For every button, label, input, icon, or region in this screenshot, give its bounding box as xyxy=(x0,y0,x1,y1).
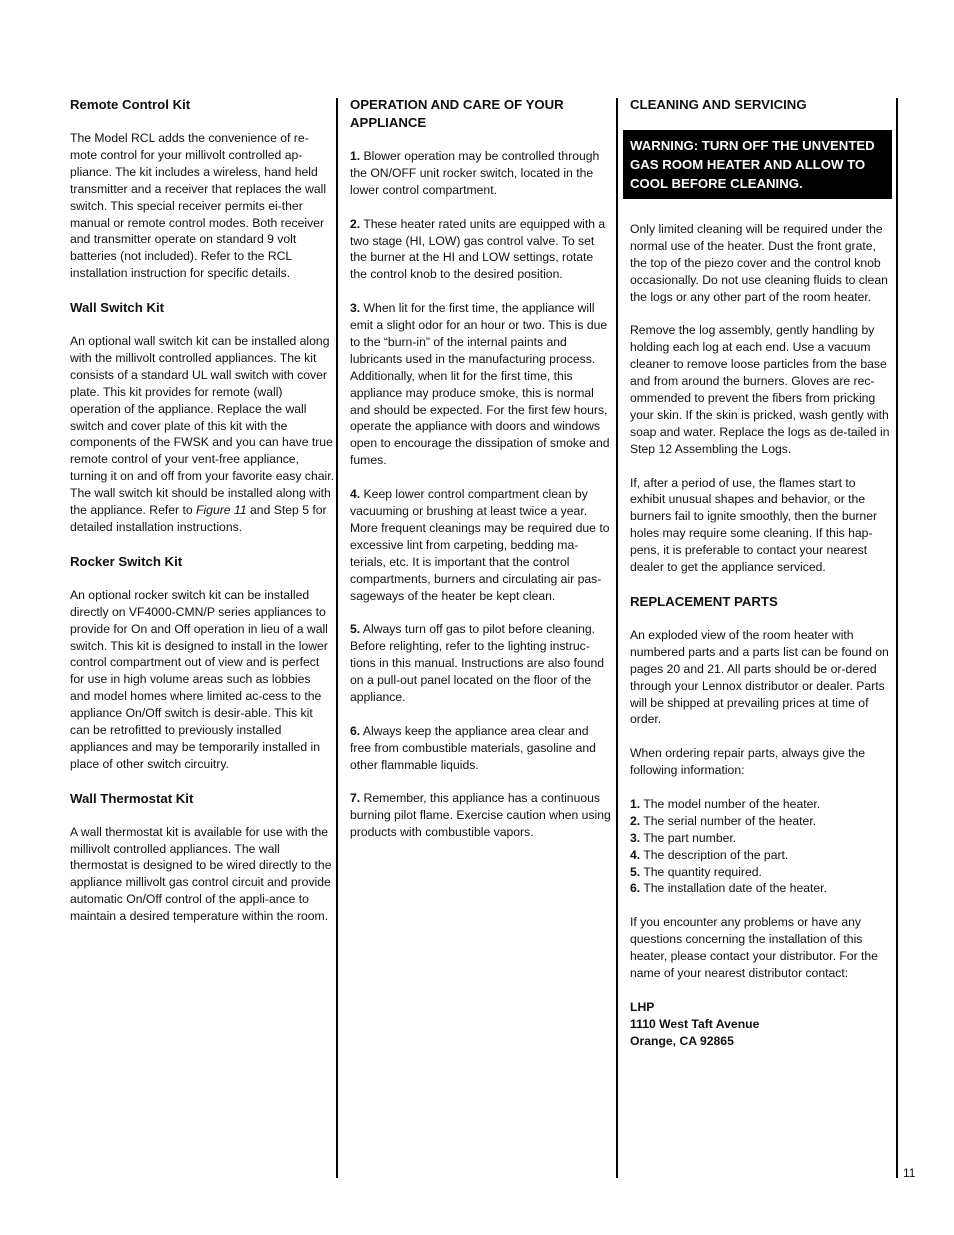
list-item: 6. The installation date of the heater. xyxy=(630,881,827,896)
list-item: 5. The quantity required. xyxy=(630,864,762,879)
figure-reference: Figure 11 xyxy=(196,503,247,518)
parts-paragraph: If you encounter any problems or have any questions concerning the installation of this heater, please contact your distributor. For the name of your nearest distributor contact: xyxy=(630,915,878,980)
remote-control-body: The Model RCL adds the convenience of re-mote control for your millivolt controlled ap-pliance. The kit includes a wireless, hand held transmitter and a receiver that replaces the wall switch. This special receiver permits ei-ther manual or remote control modes. Both receiver and transmitter operate on standard 9 volt batteries (not included). Refer to the RCL installation instruction for specific details. xyxy=(70,131,327,281)
parts-paragraph: When ordering repair parts, always give the following information: xyxy=(630,746,866,778)
list-item: 1. The model number of the heater. xyxy=(630,796,821,811)
distributor-address xyxy=(630,999,892,1050)
operation-care-heading: OPERATION AND CARE OF YOUR APPLIANCE xyxy=(350,97,564,130)
column-left xyxy=(70,96,334,942)
wall-thermostat-body: A wall thermostat kit is available for use with the millivolt controlled appliances. The wall thermostat is designed to be wired directly to the appliance millivolt gas control circuit and provide automatic On/Off control of the appli-ance to maintain a desired temperature within the room. xyxy=(70,824,332,924)
wall-switch-body: An optional wall switch kit can be installed along with the millivolt controlled appliances. The kit consists of a standard UL wall switch with cover plate. This kit provides for remote (wall) operation of the appliance. Replace the wall switch and cover plate of this kit with the components of the FWSK and you can have true remote control of your vent-free appliance, turning it on and off from your favorite easy chair. The wall switch kit should be installed along with the appliance. Refer to Figure 11 and Step 5 for detailed installation instructions. xyxy=(70,334,334,535)
operation-item: 2. These heater rated units are equipped with a two stage (HI, LOW) gas control valve. To set the burner at the HI and LOW settings, rotate the control knob to the desired position. xyxy=(350,216,606,282)
address-city: Orange, CA 92865 xyxy=(630,1033,734,1048)
parts-info-list xyxy=(630,796,892,897)
list-item: 2. The serial number of the heater. xyxy=(630,813,817,828)
list-item: 3. The part number. xyxy=(630,830,737,845)
operation-item: 5. Always turn off gas to pilot before cleaning. Before relighting, refer to the lighting instruc-tions in this manual. Instructions are also found on a pull-out panel located on the floor of the appliance. xyxy=(350,622,605,704)
wall-switch-heading: Wall Switch Kit xyxy=(70,300,165,316)
operation-item: 6. Always keep the appliance area clear and free from combustible materials, gasoline and other flammable liquids. xyxy=(350,723,596,772)
address-street: 1110 West Taft Avenue xyxy=(630,1016,760,1031)
cleaning-servicing-heading: CLEANING AND SERVICING xyxy=(630,97,807,112)
column-divider-1 xyxy=(336,98,338,1178)
wall-thermostat-heading: Wall Thermostat Kit xyxy=(70,790,194,806)
column-divider-3 xyxy=(896,98,898,1178)
column-right xyxy=(630,96,892,1049)
page-number: 11 xyxy=(903,1166,916,1180)
parts-paragraph: An exploded view of the room heater with numbered parts and a parts list can be found on pages 20 and 21. All parts should be or-dered through your Lennox distributor or dealer. Parts will be shipped at prevailing prices at time of order. xyxy=(630,627,889,727)
list-item: 4. The description of the part. xyxy=(630,847,789,862)
operation-item: 4. Keep lower control compartment clean by vacuuming or brushing at least twice a year. More frequent cleanings may be required due to excessive lint from carpeting, bedding ma-terials, etc. It is important that the control compartments, burners and circulating air pas-sageways of the heater be kept clean. xyxy=(350,487,610,603)
rocker-switch-heading: Rocker Switch Kit xyxy=(70,553,183,569)
operation-item: 1. Blower operation may be controlled through the ON/OFF unit rocker switch, located in the lower control compartment. xyxy=(350,149,600,197)
cleaning-paragraph: Remove the log assembly, gently handling by holding each log at each end. Use a vacuum cleaner to remove loose particles from the base and from around the burners. Gloves are rec-ommended to prevent the fibers from pricking your skin. If the skin is pricked, wash gently with soap and water. Replace the logs as de-tailed in Step 12 Assembling the Logs. xyxy=(630,323,890,456)
warning-box: WARNING: TURN OFF THE UNVENTED GAS ROOM HEATER AND ALLOW TO COOL BEFORE CLEANING. xyxy=(623,130,892,199)
replacement-parts-heading: REPLACEMENT PARTS xyxy=(630,593,778,609)
operation-item: 3. When lit for the first time, the appliance will emit a slight odor for an hour or two. This is due to the “burn-in” of the internal paints and lubricants used in the manufacturing process. Additionally, when lit for the first time, this appliance may produce smoke, this is normal and should be expected. For the first few hours, operate the appliance with doors and windows open to encourage the dissipation of smoke and fumes. xyxy=(350,301,610,468)
remote-control-heading: Remote Control Kit xyxy=(70,97,191,112)
operation-item: 7. Remember, this appliance has a continuous burning pilot flame. Exercise caution when using products with combustible vapors. xyxy=(350,791,611,840)
cleaning-paragraph: Only limited cleaning will be required under the normal use of the heater. Dust the front grate, the top of the piezo cover and the control knob occasionally. Do not use cleaning fluids to clean the logs or any other part of the room heater. xyxy=(630,222,888,304)
cleaning-paragraph: If, after a period of use, the flames start to exhibit unusual shapes and behavior, or the burners fail to ignite smoothly, then the burner holes may require some cleaning. If this hap-pens, it is preferable to contact your nearest dealer to get the appliance serviced. xyxy=(630,475,878,575)
column-middle xyxy=(350,96,612,858)
column-divider-2 xyxy=(616,98,618,1178)
address-company: LHP xyxy=(630,999,655,1014)
rocker-switch-body: An optional rocker switch kit can be installed directly on VF4000-CMN/P series appliances to provide for On and Off operation in lieu of a wall switch. This kit is designed to install in the lower control compartment out of view and is perfect for use in high volume areas such as lobbies and model homes where limited ac-cess to the appliance On/Off switch is desir-able. This kit can be retrofitted to previously installed appliances and may be temporarily installed in place of other switch circuitry. xyxy=(70,587,328,771)
